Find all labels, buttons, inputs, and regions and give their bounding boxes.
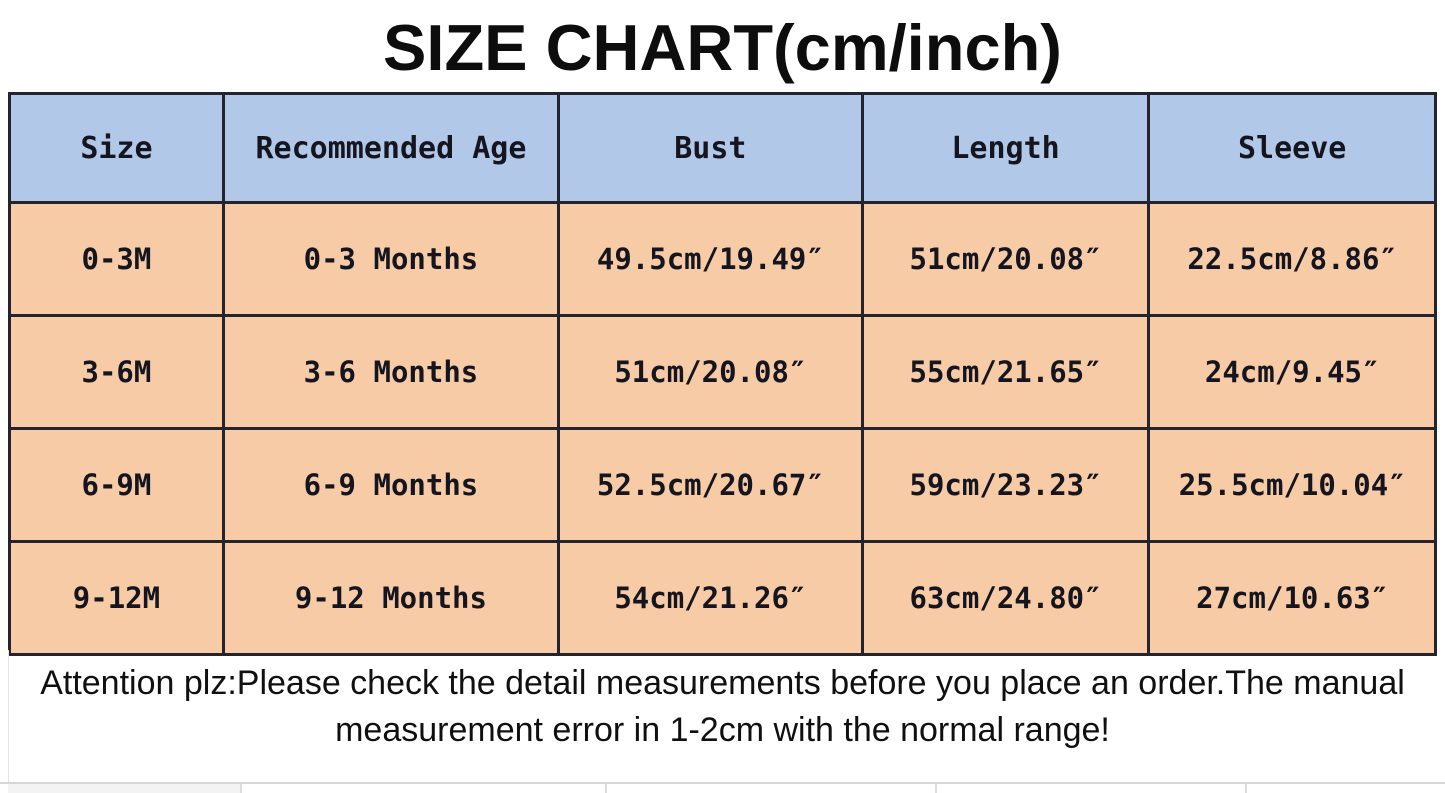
table-cell: 3-6M: [10, 316, 224, 429]
cutoff-divider-stub: [935, 784, 937, 793]
attention-note: [0, 660, 1445, 754]
column-header-sleeve: Sleeve: [1149, 94, 1436, 203]
cutoff-next-table-cell-fill: [8, 784, 240, 793]
table-cell: 59cm/23.23″: [862, 429, 1149, 542]
table-row: [10, 316, 1436, 429]
table-header-row: [10, 94, 1436, 203]
size-chart-table: [8, 92, 1437, 656]
table-cell: 9-12M: [10, 542, 224, 655]
page-title: SIZE CHART(cm/inch): [383, 11, 1062, 84]
table-cell: 54cm/21.26″: [559, 542, 863, 655]
table-cell: 0-3 Months: [223, 203, 558, 316]
column-header-bust: Bust: [559, 94, 863, 203]
table-row: [10, 542, 1436, 655]
table-cell: 55cm/21.65″: [862, 316, 1149, 429]
column-header-recommended-age: Recommended Age: [223, 94, 558, 203]
table-cell: 3-6 Months: [223, 316, 558, 429]
table-row: [10, 429, 1436, 542]
table-cell: 27cm/10.63″: [1149, 542, 1436, 655]
table-cell: 9-12 Months: [223, 542, 558, 655]
table-cell: 51cm/20.08″: [559, 316, 863, 429]
table-cell: 51cm/20.08″: [862, 203, 1149, 316]
note-left-edge-line: [8, 650, 9, 783]
cutoff-divider-stub: [605, 784, 607, 793]
attention-note-line-2: measurement error in 1-2cm with the normal range!: [335, 711, 1110, 749]
table-cell: 0-3M: [10, 203, 224, 316]
cutoff-divider-stub: [1245, 784, 1247, 793]
table-cell: 63cm/24.80″: [862, 542, 1149, 655]
table-cell: 52.5cm/20.67″: [559, 429, 863, 542]
table-row: [10, 203, 1436, 316]
table-cell: 49.5cm/19.49″: [559, 203, 863, 316]
table-cell: 6-9 Months: [223, 429, 558, 542]
table-cell: 22.5cm/8.86″: [1149, 203, 1436, 316]
table-body: [10, 203, 1436, 655]
column-header-length: Length: [862, 94, 1149, 203]
table-cell: 25.5cm/10.04″: [1149, 429, 1436, 542]
table-cell: 24cm/9.45″: [1149, 316, 1436, 429]
table-cell: 6-9M: [10, 429, 224, 542]
cutoff-divider-stub: [240, 784, 242, 793]
column-header-size: Size: [10, 94, 224, 203]
attention-note-line-1: Attention plz:Please check the detail measurements before you place an order.The manual: [40, 664, 1405, 702]
